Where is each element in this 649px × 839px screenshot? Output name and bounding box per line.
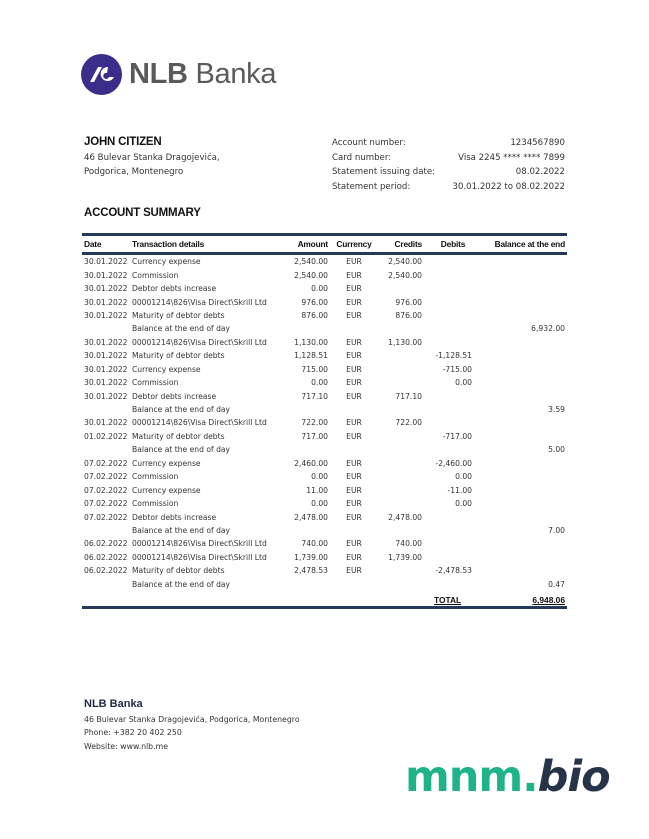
cell-debits: -1,128.51 [435,351,472,361]
cell-date: 30.01.2022 [84,270,128,280]
header-currency: Currency [336,239,372,249]
cell-amount: 715.00 [301,364,328,374]
table-row [82,282,567,295]
transactions-table [82,233,567,609]
watermark-part2: bio [537,752,610,802]
table-row [82,497,567,510]
cell-currency: EUR [346,539,362,549]
cell-debits: -717.00 [442,431,472,441]
cell-currency: EUR [346,566,362,576]
cell-date: 30.01.2022 [84,391,128,401]
cell-credits: 2,540.00 [388,257,422,267]
total-label: TOTAL [434,594,462,605]
watermark-logo [405,752,610,802]
info-statement-period [332,180,565,195]
balance-row [82,524,567,537]
footer-address: 46 Bulevar Stanka Dragojevića, Podgorica, Montenegro [84,714,300,724]
info-issuing-date [332,165,565,180]
cell-date: 06.02.2022 [84,566,128,576]
table-row [82,295,567,308]
cell-currency: EUR [346,458,362,468]
table-row [82,564,567,577]
cell-debits: -2,478.53 [435,566,472,576]
table-row [82,309,567,322]
cell-balance: 3.59 [548,405,565,415]
cell-currency: EUR [346,391,362,401]
info-label: Account number: [332,138,406,148]
cell-details: 00001214\826\Visa Direct\Skrill Ltd [132,552,267,562]
info-card-number [332,151,565,166]
cell-amount: 2,478.00 [294,512,328,522]
cell-amount: 722.00 [301,418,328,428]
cell-credits: 976.00 [395,297,422,307]
cell-date: 30.01.2022 [84,284,128,294]
cell-amount: 1,739.00 [294,552,328,562]
cell-credits: 1,130.00 [388,337,422,347]
header-balance: Balance at the end [494,239,565,249]
bank-logo-text: NLB Banka [129,57,277,90]
cell-currency: EUR [346,364,362,374]
table-body [82,255,567,591]
statement-info [332,136,565,194]
bank-footer [84,698,300,753]
cell-debits: 0.00 [455,378,472,388]
cell-details: Currency expense [132,485,201,495]
table-row [82,551,567,564]
cell-credits: 2,540.00 [388,270,422,280]
cell-details: Debtor debts increase [132,512,217,522]
cell-date: 30.01.2022 [84,257,128,267]
customer-address-line1: 46 Bulevar Stanka Dragojevića, [84,152,220,163]
cell-details: Balance at the end of day [132,525,231,535]
customer-block [84,135,220,180]
cell-date: 30.01.2022 [84,351,128,361]
cell-currency: EUR [346,337,362,347]
cell-details: Currency expense [132,364,201,374]
bank-logo [81,54,276,94]
cell-details: Commission [132,472,179,482]
cell-details: Commission [132,270,179,280]
cell-amount: 2,478.53 [294,566,328,576]
info-value: 1234567890 [510,138,565,148]
cell-amount: 976.00 [301,297,328,307]
balance-row [82,403,567,416]
info-value: 30.01.2022 to 08.02.2022 [452,181,565,192]
cell-details: Currency expense [132,257,201,267]
cell-amount: 876.00 [301,310,328,320]
cell-details: Commission [132,378,179,388]
table-row [82,376,567,389]
header-details: Transaction details [132,239,205,249]
cell-balance: 5.00 [548,445,565,455]
footer-website: Website: www.nlb.me [84,741,169,751]
cell-date: 30.01.2022 [84,337,128,347]
table-bottom-rule [82,606,567,609]
cell-details: Balance at the end of day [132,445,231,455]
info-value: 08.02.2022 [515,167,565,177]
cell-details: Currency expense [132,458,201,468]
cell-currency: EUR [346,485,362,495]
balance-row [82,322,567,335]
cell-details: 00001214\826\Visa Direct\Skrill Ltd [132,539,267,549]
nlb-logo-icon [81,54,122,95]
cell-debits: -11.00 [447,485,472,495]
cell-currency: EUR [346,512,362,522]
cell-details: 00001214\826\Visa Direct\Skrill Ltd [132,297,267,307]
cell-details: Balance at the end of day [132,324,231,334]
header-debits: Debits [440,239,466,249]
cell-date: 07.02.2022 [84,472,128,482]
cell-date: 07.02.2022 [84,512,128,522]
cell-currency: EUR [346,351,362,361]
table-row [82,470,567,483]
cell-amount: 2,540.00 [294,270,328,280]
cell-amount: 1,128.51 [294,351,328,361]
cell-date: 06.02.2022 [84,539,128,549]
cell-currency: EUR [346,270,362,280]
cell-details: Maturity of debtor debts [132,431,225,441]
cell-currency: EUR [346,431,362,441]
cell-currency: EUR [346,297,362,307]
watermark-part1: mnm. [405,752,538,802]
cell-details: 00001214\826\Visa Direct\Skrill Ltd [132,337,267,347]
cell-amount: 0.00 [311,378,328,388]
cell-credits: 876.00 [395,310,422,320]
cell-amount: 717.00 [301,431,328,441]
cell-credits: 740.00 [395,539,422,549]
info-label: Card number: [332,152,392,163]
footer-phone: Phone: +382 20 402 250 [84,728,182,737]
table-row [82,416,567,429]
cell-amount: 2,460.00 [294,458,328,468]
info-account-number [332,136,565,151]
header-date: Date [84,239,102,249]
table-row [82,336,567,349]
cell-currency: EUR [346,378,362,388]
table-row [82,363,567,376]
cell-details: Balance at the end of day [132,579,231,589]
cell-details: Balance at the end of day [132,405,231,415]
table-row [82,349,567,362]
cell-currency: EUR [346,418,362,428]
cell-amount: 717.10 [301,391,328,401]
cell-debits: 0.00 [455,499,472,509]
table-row [82,537,567,550]
cell-balance: 6,932.00 [531,324,565,334]
customer-name: JOHN CITIZEN [84,136,162,148]
cell-currency: EUR [346,310,362,320]
cell-details: 00001214\826\Visa Direct\Skrill Ltd [132,418,267,428]
table-row [82,268,567,281]
cell-debits: 0.00 [455,472,472,482]
header-amount: Amount [297,239,328,249]
cell-credits: 2,478.00 [388,512,422,522]
footer-bank-name: NLB Banka [84,698,143,710]
cell-amount: 0.00 [311,284,328,294]
table-header [82,236,567,252]
cell-details: Maturity of debtor debts [132,351,225,361]
account-summary-title: ACCOUNT SUMMARY [84,207,201,219]
cell-currency: EUR [346,257,362,267]
cell-date: 30.01.2022 [84,297,128,307]
cell-date: 07.02.2022 [84,458,128,468]
balance-row [82,578,567,591]
cell-date: 06.02.2022 [84,552,128,562]
cell-amount: 2,540.00 [294,257,328,267]
table-row [82,430,567,443]
customer-address-line2: Podgorica, Montenegro [84,167,184,177]
info-label: Statement issuing date: [332,167,436,177]
cell-date: 07.02.2022 [84,485,128,495]
cell-currency: EUR [346,472,362,482]
cell-date: 30.01.2022 [84,310,128,320]
table-row [82,255,567,268]
cell-balance: 7.00 [548,525,565,535]
cell-credits: 722.00 [395,418,422,428]
cell-currency: EUR [346,552,362,562]
cell-date: 30.01.2022 [84,418,128,428]
table-row [82,389,567,402]
cell-credits: 717.10 [395,391,422,401]
cell-amount: 11.00 [306,485,328,495]
cell-currency: EUR [346,499,362,509]
balance-row [82,443,567,456]
cell-amount: 0.00 [311,472,328,482]
table-row [82,457,567,470]
total-value: 6,948.06 [532,594,565,605]
header-credits: Credits [394,239,422,249]
cell-debits: -715.00 [442,364,472,374]
cell-date: 01.02.2022 [84,431,128,441]
info-label: Statement period: [332,181,411,192]
cell-details: Debtor debts increase [132,284,217,294]
cell-balance: 0.47 [548,579,565,589]
cell-credits: 1,739.00 [388,552,422,562]
cell-details: Maturity of debtor debts [132,310,225,320]
cell-amount: 740.00 [301,539,328,549]
cell-details: Debtor debts increase [132,391,217,401]
cell-amount: 0.00 [311,499,328,509]
cell-debits: -2,460.00 [435,458,472,468]
table-total-row [82,591,567,605]
table-row [82,510,567,523]
cell-amount: 1,130.00 [294,337,328,347]
cell-date: 07.02.2022 [84,499,128,509]
cell-date: 30.01.2022 [84,378,128,388]
cell-date: 30.01.2022 [84,364,128,374]
cell-details: Maturity of debtor debts [132,566,225,576]
table-row [82,483,567,496]
cell-details: Commission [132,499,179,509]
cell-currency: EUR [346,284,362,294]
info-value: Visa 2245 **** **** 7899 [458,152,565,163]
